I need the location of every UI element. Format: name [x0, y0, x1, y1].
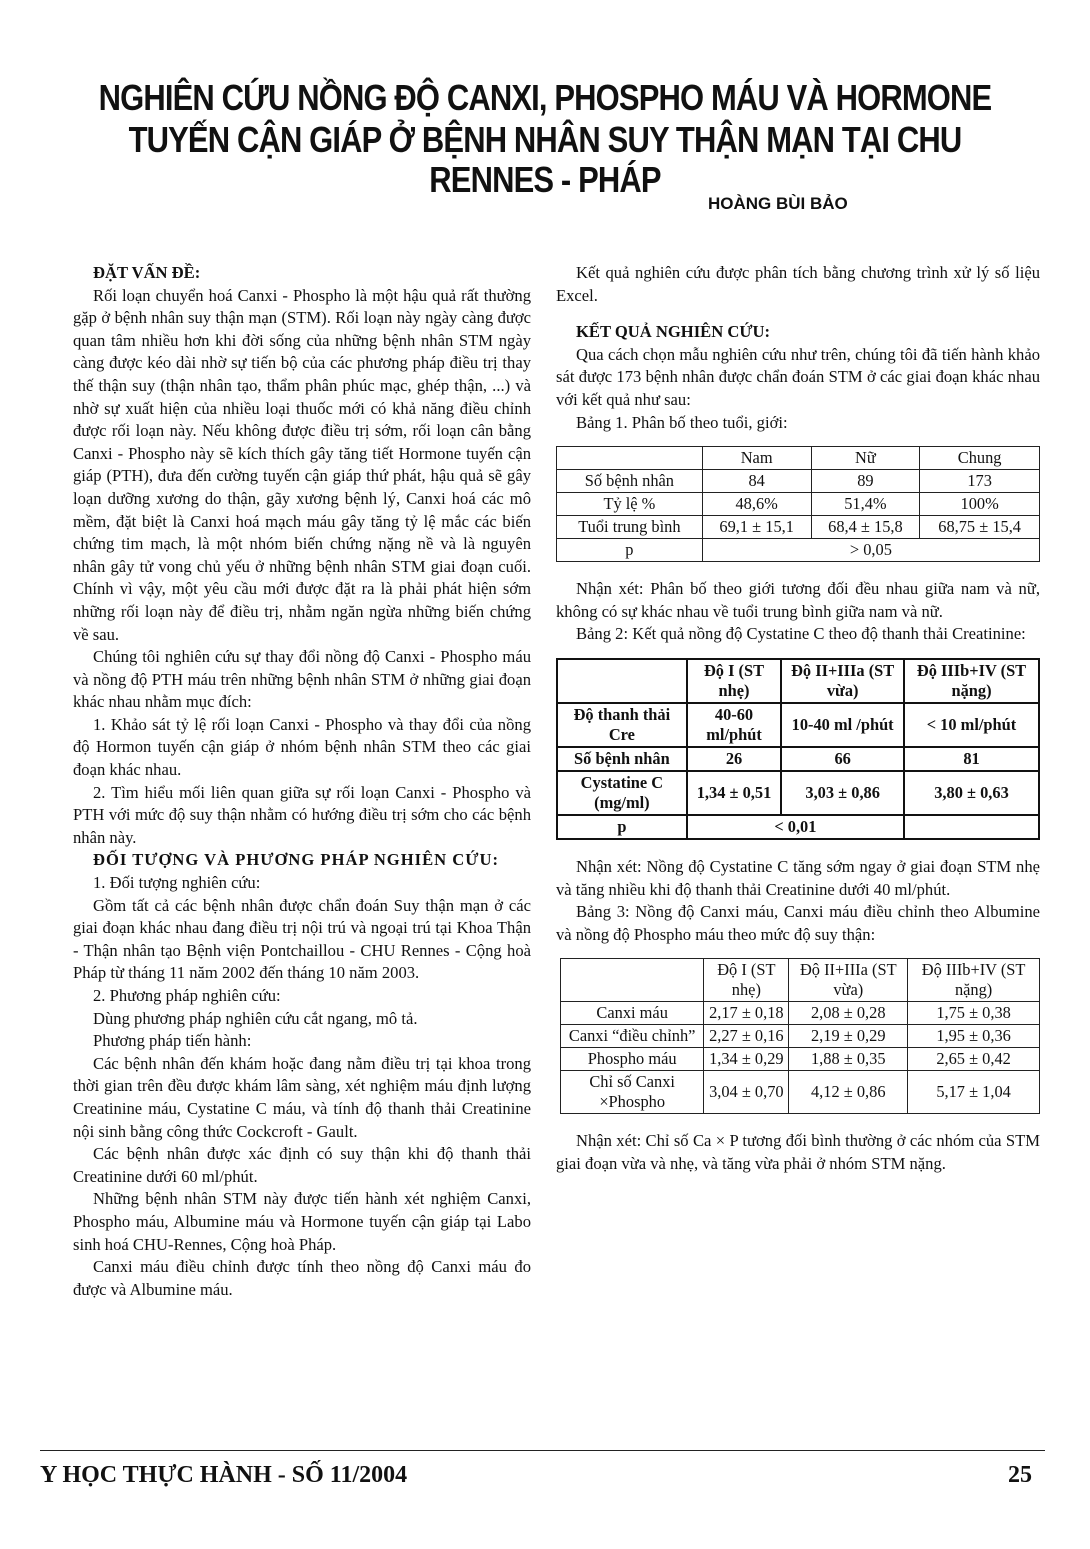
table-cell: 68,4 ± 15,8 [811, 516, 920, 539]
table-cell: 84 [702, 470, 811, 493]
table-cell: < 10 ml/phút [904, 703, 1039, 747]
table-cell: 2,19 ± 0,29 [789, 1025, 908, 1048]
table-cell: 3,03 ± 0,86 [781, 771, 904, 815]
table-cell: Cystatine C (mg/ml) [557, 771, 687, 815]
paragraph: Các bệnh nhân đến khám hoặc đang nằm điều trị tại khoa trong thời gian trên đều được khám lâm sàng, xét nghiệm máu định lượng Creatinine máu, Cystatine C máu, và tính độ thanh thải Creatinine nội sinh bằng công thức Cockcroft - Gault. [73, 1053, 531, 1141]
table-cell: 68,75 ± 15,4 [920, 516, 1040, 539]
table-cell: 1,95 ± 0,36 [908, 1025, 1040, 1048]
table-cell: 1,75 ± 0,38 [908, 1002, 1040, 1025]
table-cell: 40-60 ml/phút [687, 703, 782, 747]
table-header [557, 447, 703, 470]
table-row [557, 493, 1040, 516]
table-cell: Canxi máu [561, 1002, 704, 1025]
table-cell: 3,04 ± 0,70 [704, 1071, 789, 1114]
table-cell: 1,88 ± 0,35 [789, 1048, 908, 1071]
table-header: Độ II+IIIa (ST vừa) [789, 959, 908, 1002]
table-caption: Bảng 3: Nồng độ Canxi máu, Canxi máu điều chỉnh theo Albumine và nồng độ Phospho máu theo mức độ suy thận: [556, 902, 1040, 944]
table-header: Độ II+IIIa (ST vừa) [781, 659, 904, 703]
paragraph: 1. Khảo sát tỷ lệ rối loạn Canxi - Phospho và thay đổi của nồng độ Hormon tuyến cận giáp ở nhóm bệnh nhân STM theo các giai đoạn khác nhau. [73, 714, 531, 780]
section-heading: ĐẶT VẤN ĐỀ: [93, 263, 201, 282]
table-cell: 2,08 ± 0,28 [789, 1002, 908, 1025]
table-cell: < 0,01 [687, 815, 904, 839]
table-row [557, 470, 1040, 493]
table-cell: 173 [920, 470, 1040, 493]
right-column [556, 262, 1040, 1176]
section-heading: ĐỐI TƯỢNG VÀ PHƯƠNG PHÁP NGHIÊN CỨU: [93, 850, 499, 870]
paragraph: Gồm tất cả các bệnh nhân được chẩn đoán Suy thận mạn ở các giai đoạn khác nhau đang điều trị nội trú và ngoại trú tại Khoa Thận - Thận nhân tạo Bệnh viện Pontchaillou - CHU Rennes - Cộng hoà Pháp từ tháng 11 năm 2002 đến tháng 10 năm 2003. [73, 895, 531, 983]
table-caption: Bảng 1. Phân bố theo tuổi, giới: [576, 412, 788, 432]
paragraph: Canxi máu điều chỉnh được tính theo nồng độ Canxi máu đo được và Albumine máu. [73, 1257, 531, 1299]
table-cell: Canxi “điều chỉnh” [561, 1025, 704, 1048]
title-line-1: NGHIÊN CỨU NỒNG ĐỘ CANXI, PHOSPHO MÁU VÀ HORMONE [98, 77, 992, 118]
table-cell: Số bệnh nhân [557, 747, 687, 771]
table-cell: 2,27 ± 0,16 [704, 1025, 789, 1048]
paragraph: Kết quả nghiên cứu được phân tích bằng chương trình xử lý số liệu Excel. [556, 263, 1040, 305]
table-cell: 4,12 ± 0,86 [789, 1071, 908, 1114]
table-cell: p [557, 815, 687, 839]
table-cell: 100% [920, 493, 1040, 516]
journal-name: Y HỌC THỰC HÀNH - SỐ 11/2004 [40, 1462, 408, 1488]
paragraph: 1. Đối tượng nghiên cứu: [93, 873, 261, 893]
table-header: Chung [920, 447, 1040, 470]
table-row [557, 703, 1039, 747]
table-caption: Bảng 2: Kết quả nồng độ Cystatine C theo độ thanh thải Creatinine: [576, 624, 1026, 644]
section-heading: KẾT QUẢ NGHIÊN CỨU: [576, 322, 771, 342]
paragraph: Nhận xét: Chỉ số Ca × P tương đối bình thường ở các nhóm của STM giai đoạn vừa và nhẹ, và tăng vừa phải ở nhóm STM nặng. [556, 1131, 1040, 1173]
table-header [561, 959, 704, 1002]
paragraph: Nhận xét: Phân bố theo giới tương đối đều nhau giữa nam và nữ, không có sự khác nhau về tuổi trung bình giữa nam và nữ. [556, 579, 1040, 621]
paragraph: 2. Tìm hiểu mối liên quan giữa sự rối loạn Canxi - Phospho và PTH với mức độ suy thận nhằm có hướng điều trị sớm cho các bệnh nhân này. [73, 782, 531, 847]
table-header: Độ I (ST nhẹ) [704, 959, 789, 1002]
table-cell: p [557, 539, 703, 562]
paragraph: Các bệnh nhân được xác định có suy thận khi độ thanh thải Creatinine dưới 60 ml/phút. [73, 1144, 531, 1186]
paragraph: Rối loạn chuyển hoá Canxi - Phospho là một hậu quả rất thường gặp ở bệnh nhân suy thận mạn (STM). Rối loạn này ngày càng được quan tâm nhiều hơn khi đời sống của những bệnh nhân STM ngày càng được kéo dài nhờ sự tiến bộ của các phương pháp điều trị thay thế thận suy (thận nhân tạo, thẩm phân phúc mạc, ghép thận, ...) và nhờ sự xuất hiện của nhiều loại thuốc mới có khả năng điều chỉnh được rối loạn này. Nếu không được điều trị sớm, rối loạn cân bằng Canxi - Phospho này sẽ kích thích gây tăng tiết Hormone tuyến cận giáp (PTH), đưa đến cường tuyến cận giáp thứ phát, hậu quả sẽ gây loạn dưỡng xương do thận, gãy xương bệnh lý, Canxi hoá các mô mềm, đặt biệt là Canxi hoá mạch máu gây tăng tỷ lệ mắc các biến chứng tim mạch, là một nhóm biến chứng nặng nề và là nguyên nhân gây tử vong chủ yếu ở những bệnh nhân STM giai đoạn cuối. Chính vì vậy, một yêu cầu mới được đặt ra là phải phát hiện sớm những rối loạn này để điều trị, nhằm ngăn ngừa những biến chứng về sau. [73, 285, 531, 644]
table-cell: 66 [781, 747, 904, 771]
table-header: Độ IIIb+IV (ST nặng) [904, 659, 1039, 703]
table-cell: 48,6% [702, 493, 811, 516]
table-cell: 2,65 ± 0,42 [908, 1048, 1040, 1071]
paragraph: Những bệnh nhân STM này được tiến hành xét nghiệm Canxi, Phospho máu, Albumine máu và Hormone tuyến cận giáp tại Labo sinh hoá CHU-Rennes, Cộng hoà Pháp. [73, 1189, 531, 1254]
table-cell: Tuổi trung bình [557, 516, 703, 539]
table-cell: 51,4% [811, 493, 920, 516]
table-header: Nam [702, 447, 811, 470]
title-line-2: TUYẾN CẬN GIÁP Ở BỆNH NHÂN SUY THẬN MẠN TẠI CHU RENNES - PHÁP [128, 119, 962, 200]
table-row [561, 1002, 1040, 1025]
table-1 [556, 446, 1040, 562]
paragraph: Nhận xét: Nồng độ Cystatine C tăng sớm ngay ở giai đoạn STM nhẹ và tăng nhiều khi độ thanh thải Creatinine dưới 40 ml/phút. [556, 856, 1040, 899]
table-cell [904, 815, 1039, 839]
table-row [561, 1048, 1040, 1071]
table-cell: 1,34 ± 0,29 [704, 1048, 789, 1071]
table-cell: > 0,05 [702, 539, 1039, 562]
table-3 [560, 958, 1040, 1114]
table-cell: 89 [811, 470, 920, 493]
table-cell: 26 [687, 747, 782, 771]
left-column [73, 262, 531, 1301]
paragraph: Dùng phương pháp nghiên cứu cắt ngang, mô tả. [93, 1008, 418, 1028]
table-row [561, 1071, 1040, 1114]
paragraph: 2. Phương pháp nghiên cứu: [93, 986, 281, 1005]
table-2 [556, 658, 1040, 840]
table-cell: 5,17 ± 1,04 [908, 1071, 1040, 1114]
table-cell: 1,34 ± 0,51 [687, 771, 782, 815]
table-header: Độ I (ST nhẹ) [687, 659, 782, 703]
table-row [561, 1025, 1040, 1048]
footer-divider [40, 1450, 1045, 1451]
table-row [557, 771, 1039, 815]
table-cell: Số bệnh nhân [557, 470, 703, 493]
table-cell: Phospho máu [561, 1048, 704, 1071]
table-header: Độ IIIb+IV (ST nặng) [908, 959, 1040, 1002]
table-row [557, 539, 1040, 562]
table-cell: Tỷ lệ % [557, 493, 703, 516]
table-row [557, 747, 1039, 771]
table-cell: 81 [904, 747, 1039, 771]
table-cell: 10-40 ml /phút [781, 703, 904, 747]
table-cell: 69,1 ± 15,1 [702, 516, 811, 539]
table-row [557, 815, 1039, 839]
table-cell: 3,80 ± 0,63 [904, 771, 1039, 815]
table-cell: Độ thanh thải Cre [557, 703, 687, 747]
paragraph: Phương pháp tiến hành: [93, 1031, 252, 1051]
table-cell: 2,17 ± 0,18 [704, 1002, 789, 1025]
table-header [557, 659, 687, 703]
table-cell: Chỉ số Canxi ×Phospho [561, 1071, 704, 1114]
paragraph: Qua cách chọn mẫu nghiên cứu như trên, chúng tôi đã tiến hành khảo sát được 173 bệnh nhân được chẩn đoán STM ở các giai đoạn khác nhau với kết quả như sau: [556, 344, 1040, 409]
table-row [557, 516, 1040, 539]
table-header: Nữ [811, 447, 920, 470]
paragraph: Chúng tôi nghiên cứu sự thay đổi nồng độ Canxi - Phospho máu và nồng độ PTH máu trên những bệnh nhân STM ở những giai đoạn khác nhau nhằm mục đích: [73, 647, 531, 712]
author: HOÀNG BÙI BẢO [708, 194, 848, 213]
page-number: 25 [1008, 1462, 1032, 1488]
